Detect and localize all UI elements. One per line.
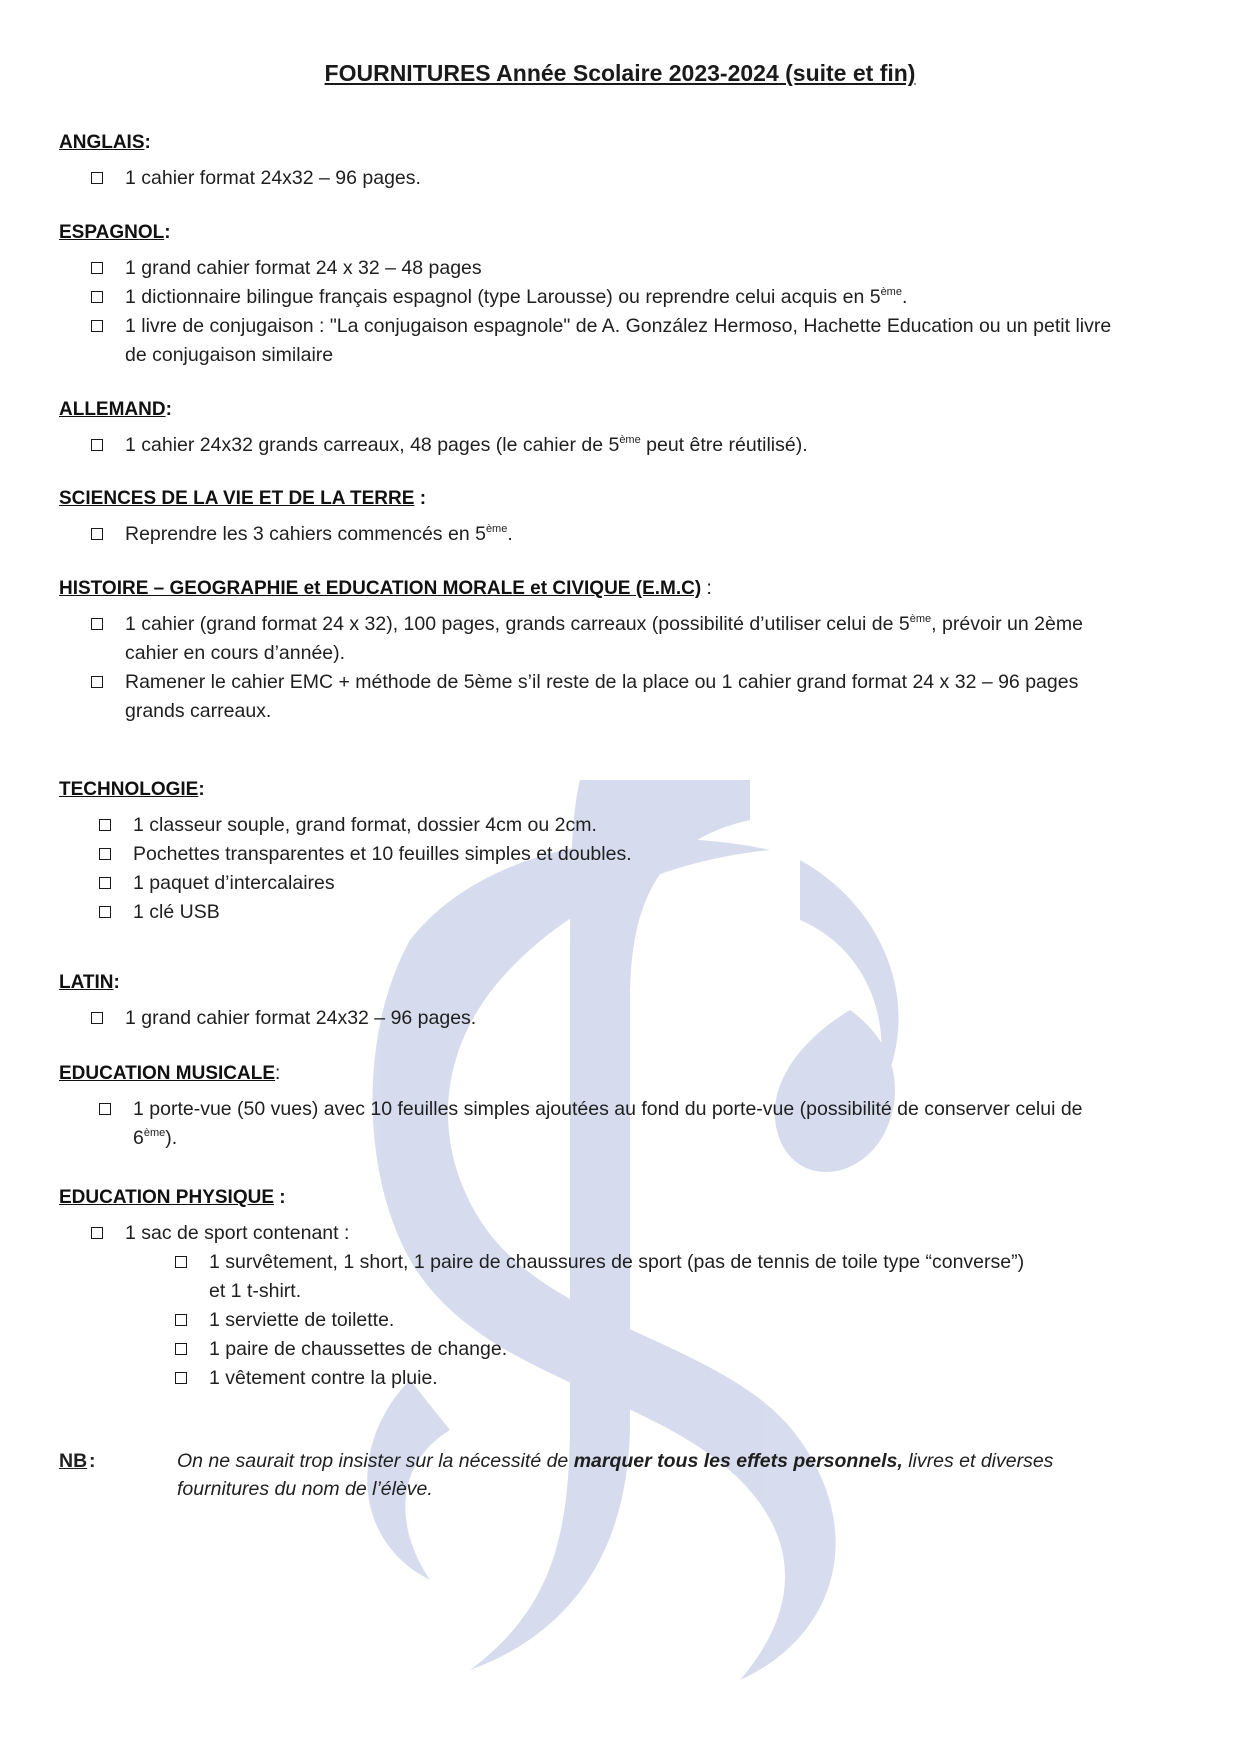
heading-label: EDUCATION MUSICALE [59,1063,276,1084]
item-text: 1 porte-vue (50 vues) avec 10 feuilles simples ajoutées au fond du porte-vue (possibilité de conserver celui de [133,1098,1083,1120]
section-heading [59,779,1179,801]
section-technologie [59,779,1179,927]
section-anglais [59,132,1179,193]
item-text: Pochettes transparentes et 10 feuilles simples et doubles. [133,843,632,865]
checkbox-icon [175,1372,187,1384]
heading-label: SCIENCES DE LA VIE ET DE LA TERRE [59,488,415,509]
item-text-line2: et 1 t-shirt. [209,1280,302,1302]
list-item [59,520,1179,549]
list-item [59,668,1179,726]
superscript: ème [619,434,641,446]
heading-suffix: : [144,132,151,153]
item-text-end: . [507,523,513,545]
item-text: 1 vêtement contre la pluie. [209,1367,438,1389]
item-text: 1 grand cahier format 24x32 – 96 pages. [125,1007,477,1029]
heading-suffix: : [198,779,205,800]
superscript: ème [485,523,508,535]
item-text: 1 clé USB [133,901,220,923]
list-item [59,610,1179,668]
checkbox-icon [99,819,111,831]
checkbox-icon [91,676,103,688]
heading-label: HISTOIRE – GEOGRAPHIE et EDUCATION MORALE et CIVIQUE (E.M.C) [59,578,702,599]
item-text: 1 serviette de toilette. [209,1309,395,1331]
section-latin [59,972,1179,1033]
checkbox-icon [99,848,111,860]
heading-suffix: : [113,972,120,993]
checkbox-icon [99,1103,111,1115]
item-text-line2: grands carreaux. [125,700,272,722]
section-heading [59,222,1179,244]
sub-list-item [59,1364,1179,1393]
heading-suffix: : [275,1063,281,1084]
heading-suffix: : [701,578,712,599]
checkbox-icon [91,291,103,303]
item-text: 1 survêtement, 1 short, 1 paire de chaussures de sport (pas de tennis de toile type “converse”) [209,1251,1025,1273]
checkbox-icon [91,528,103,540]
item-text: 1 paquet d’intercalaires [133,872,335,894]
checkbox-icon [175,1314,187,1326]
heading-label: ANGLAIS [59,132,145,153]
checkbox-icon [99,906,111,918]
section-heading [59,972,1179,994]
list-item [59,312,1179,370]
checkbox-icon [91,262,103,274]
list-item [59,283,1179,312]
nb-colon: : [89,1450,96,1472]
nb-text-end: livres et diverses [902,1450,1054,1472]
list-item [59,431,1179,460]
section-heading [59,1187,1179,1209]
item-text: 1 cahier format 24x32 – 96 pages. [125,167,421,189]
heading-label: LATIN [59,972,114,993]
list-item [59,869,1179,898]
section-heading [59,1063,1179,1085]
section-education-physique [59,1187,1179,1393]
section-histoire-geo-emc [59,578,1179,726]
heading-label: EDUCATION PHYSIQUE [59,1187,275,1208]
item-text: 1 classeur souple, grand format, dossier 4cm ou 2cm. [133,814,597,836]
item-text-line2: de conjugaison similaire [125,344,334,366]
list-item [59,1004,1179,1033]
checkbox-icon [91,439,103,451]
checkbox-icon [175,1256,187,1268]
sub-list-item [59,1248,1179,1306]
item-text: 1 livre de conjugaison : "La conjugaison espagnole" de A. González Hermoso, Hachette Education ou un petit livre [125,315,1112,337]
section-heading [59,488,1179,510]
heading-suffix: : [164,222,171,243]
checkbox-icon [91,618,103,630]
nb-label: NB [59,1450,88,1472]
item-text: 1 grand cahier format 24 x 32 – 48 pages [125,257,482,279]
checkbox-icon [99,877,111,889]
superscript: ème [143,1127,166,1139]
nb-text-start: On ne saurait trop insister sur la nécessité de [177,1450,574,1472]
section-heading [59,132,1179,154]
list-item [59,1219,1179,1248]
item-text-end: , prévoir un 2ème [931,613,1083,635]
list-item [59,164,1179,193]
list-item [59,840,1179,869]
list-item [59,254,1179,283]
section-svt [59,488,1179,549]
item-text: 1 sac de sport contenant : [125,1222,350,1244]
item-text: 1 cahier 24x32 grands carreaux, 48 pages (le cahier de 5 [125,434,620,456]
list-item [59,898,1179,927]
item-text-end: peut être réutilisé). [640,434,808,456]
heading-suffix: : [165,399,172,420]
section-education-musicale [59,1063,1179,1153]
nb-note [59,1447,1179,1503]
heading-label: ALLEMAND [59,399,166,420]
section-heading [59,578,1179,600]
item-text: Reprendre les 3 cahiers commencés en 5 [125,523,486,545]
heading-suffix: : [274,1187,286,1208]
section-heading [59,399,1179,421]
heading-label: ESPAGNOL [59,222,165,243]
superscript: ème [909,613,932,625]
nb-text [177,1447,1179,1503]
heading-label: TECHNOLOGIE [59,779,199,800]
item-text-end: ). [165,1127,178,1149]
item-text: 1 cahier (grand format 24 x 32), 100 pages, grands carreaux (possibilité d’utiliser celui de 5 [125,613,910,635]
list-item [59,1095,1179,1153]
checkbox-icon [91,320,103,332]
checkbox-icon [91,172,103,184]
item-text-line2: 6 [133,1127,144,1149]
section-espagnol [59,222,1179,370]
sub-list-item [59,1306,1179,1335]
sub-list-item [59,1335,1179,1364]
item-text: 1 paire de chaussettes de change. [209,1338,508,1360]
document-title: FOURNITURES Année Scolaire 2023-2024 (suite et fin) [324,60,916,86]
checkbox-icon [175,1343,187,1355]
list-item [59,811,1179,840]
item-text-line2: cahier en cours d’année). [125,642,346,664]
item-text: 1 dictionnaire bilingue français espagnol (type Larousse) ou reprendre celui acquis en 5 [125,286,881,308]
checkbox-icon [91,1012,103,1024]
section-allemand [59,399,1179,460]
nb-text-line2: fournitures du nom de l’élève. [177,1478,433,1500]
superscript: ème [880,286,902,298]
item-text-end: . [901,286,908,308]
checkbox-icon [91,1227,103,1239]
nb-text-emphasis: marquer tous les effets personnels, [573,1450,903,1472]
heading-suffix: : [414,488,427,509]
item-text: Ramener le cahier EMC + méthode de 5ème s’il reste de la place ou 1 cahier grand format 24 x 32 – 96 pages [125,671,1079,693]
